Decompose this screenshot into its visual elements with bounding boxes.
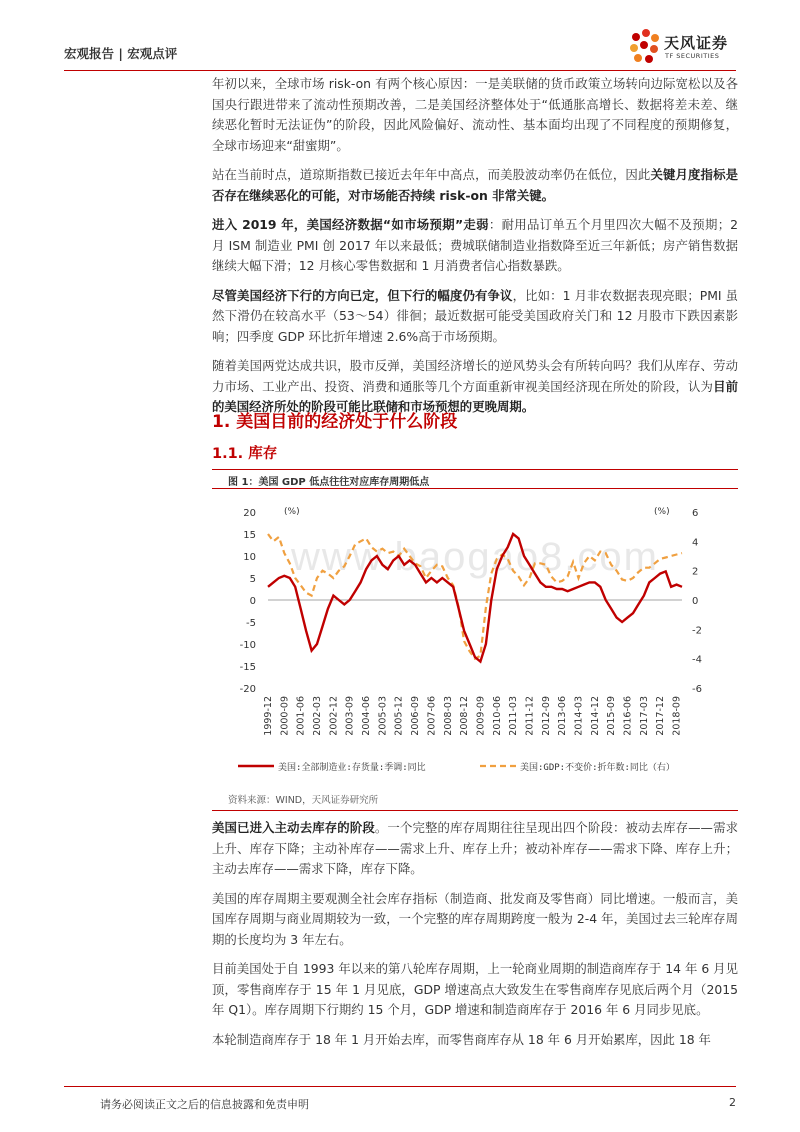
right-axis-tick-label: 4 — [692, 537, 699, 549]
company-logo — [628, 28, 738, 68]
page-number: 2 — [729, 1096, 736, 1109]
x-axis-tick-label: 2017-03 — [638, 696, 650, 736]
report-category: 宏观报告 | 宏观点评 — [64, 46, 178, 61]
section-heading: 1. 美国目前的经济处于什么阶段 — [212, 412, 458, 432]
intro-paragraph-3 — [212, 215, 738, 277]
x-axis-tick-label: 2005-12 — [393, 696, 405, 736]
x-axis-tick-label: 2014-03 — [573, 696, 585, 736]
x-axis-tick-label: 2018-09 — [671, 696, 683, 736]
chart-legend — [238, 761, 675, 773]
right-axis-tick-label: 0 — [692, 596, 699, 607]
body-paragraph-4: 本轮制造商库存于 18 年 1 月开始去库，而零售商库存从 18 年 6 月开始累库，因此 18 年 — [212, 1031, 711, 1047]
intro-section — [212, 74, 738, 418]
legend-label-inventory: 美国:全部制造业:存货量:季调:同比 — [278, 763, 426, 773]
left-axis-tick-label: 10 — [243, 552, 256, 563]
x-axis-tick-label: 2012-09 — [540, 696, 552, 736]
left-axis-tick-label: -15 — [239, 662, 256, 673]
right-axis-tick-label: 6 — [692, 508, 699, 519]
header-divider — [64, 70, 736, 71]
intro-paragraph-2 — [212, 165, 738, 206]
x-axis-tick-label: 2017-12 — [655, 696, 667, 736]
paragraph-text: 。一个完整的库存周期往往呈现出四个阶段：被动去库存——需求上升、库存下降；主动补库存——需求上升、库存上升；被动补库存——需求下降、库存上升；主动去库存——需求下降，库存下降。 — [212, 820, 739, 876]
x-axis-tick-label: 2004-06 — [361, 696, 373, 736]
figure-top-rule — [212, 469, 738, 470]
x-axis-tick-label: 2009-09 — [475, 696, 487, 736]
right-axis-unit: (%) — [654, 507, 670, 517]
body-section — [212, 818, 738, 1050]
paragraph-text: 站在当前时点，道琼斯指数已接近去年年中高点，而美股波动率仍在低位，因此 — [212, 167, 651, 182]
left-axis-tick-label: 0 — [249, 596, 256, 607]
figure-title-rule — [212, 488, 738, 489]
figure-bottom-rule — [212, 810, 738, 811]
logo-text-cn: 天风证券 — [664, 34, 729, 52]
paragraph-text: ：耐用品订单五个月里四次大幅不及预期；2 月 ISM 制造业 PMI 创 2017 年以来最低；费城联储制造业指数降至近三年新低；房产销售数据继续大幅下滑；12 月核心零售数据和 1 月消费者信心指数暴跌。 — [212, 217, 738, 273]
right-axis-ticks — [692, 508, 702, 695]
x-axis-tick-label: 2003-09 — [344, 696, 356, 736]
x-axis-tick-label: 2000-09 — [279, 696, 291, 736]
x-axis-tick-label: 2016-06 — [622, 696, 634, 736]
watermark-text: www.baogao8.com — [291, 535, 659, 579]
paragraph-text: ，比如：1 月非农数据表现亮眼；PMI 虽然下滑仍在较高水平（53～54）徘徊；最近数据可能受美国政府关门和 12 月股市下跌因素影响；四季度 GDP 环比折年增速 2.6%高于市场预期。 — [212, 287, 739, 344]
right-axis-tick-label: -2 — [692, 625, 702, 637]
x-axis-tick-label: 2002-12 — [328, 696, 340, 736]
paragraph-emphasis: 关键月度指标是否存在继续恶化的可能，对市场能否持续 risk-on 非常关键。 — [212, 167, 739, 203]
left-axis-tick-label: 15 — [243, 530, 256, 541]
inventory-gdp-chart — [212, 490, 738, 790]
footer-divider — [64, 1086, 736, 1087]
x-axis-tick-label: 2010-06 — [491, 696, 503, 736]
paragraph-emphasis: 美国已进入主动去库存的阶段 — [212, 820, 375, 835]
left-axis-tick-label: -10 — [239, 640, 256, 651]
left-axis-tick-label: 20 — [243, 508, 256, 519]
body-paragraph-2: 美国的库存周期主要观测全社会库存指标（制造商、批发商及零售商）同比增速。一般而言，美国库存周期与商业周期较为一致，一个完整的库存周期跨度一般为 2-4 年，美国过去三轮库存周期的长度均为 3 年左右。 — [212, 890, 738, 947]
x-axis-tick-label: 2011-03 — [508, 696, 520, 736]
intro-paragraph-1: 年初以来，全球市场 risk-on 有两个核心原因：一是美联储的货币政策立场转向边际宽松以及各国央行跟进带来了流动性预期改善，二是美国经济整体处于“低通胀高增长、数据将差未差、继续恶化暂时无法证伪”的阶段，因此风险偏好、流动性、基本面均出现了不同程度的预期修复，全球市场迎来“甜蜜期”。 — [212, 76, 738, 153]
x-axis-tick-label: 2007-06 — [426, 696, 438, 736]
x-axis-tick-label: 1999-12 — [263, 696, 274, 736]
body-paragraph-1 — [212, 818, 738, 880]
paragraph-text: 随着美国两党达成共识，股市反弹，美国经济增长的逆风势头会有所转向吗？我们从库存、劳动力市场、工业产出、投资、消费和通胀等几个方面重新审视美国经济现在所处的阶段，认为 — [212, 358, 738, 394]
left-axis-ticks — [240, 508, 256, 695]
right-axis-tick-label: -4 — [692, 654, 702, 666]
intro-paragraph-4 — [212, 286, 738, 348]
x-axis-tick-label: 2001-06 — [295, 696, 307, 736]
paragraph-emphasis: 尽管美国经济下行的方向已定，但下行的幅度仍有争议 — [212, 287, 513, 303]
x-axis-tick-label: 2015-09 — [606, 696, 618, 736]
legend-label-gdp: 美国:GDP:不变价:折年数:同比（右） — [520, 763, 675, 773]
left-axis-tick-label: -5 — [246, 618, 256, 629]
paragraph-emphasis: 目前的美国经济所处的阶段可能比联储和市场预想的更晚周期。 — [212, 378, 739, 414]
x-axis-tick-label: 2002-03 — [312, 696, 324, 736]
x-axis-tick-label: 2011-12 — [524, 696, 536, 736]
tf-logo-icon — [628, 28, 662, 66]
x-axis-tick-label: 2013-06 — [557, 696, 569, 736]
paragraph-emphasis: 进入 2019 年，美国经济数据“如市场预期”走弱 — [212, 217, 489, 232]
figure-title: 图 1：美国 GDP 低点往往对应库存周期低点 — [228, 477, 430, 488]
right-axis-tick-label: 2 — [692, 566, 699, 578]
left-axis-tick-label: 5 — [249, 574, 256, 585]
x-axis-tick-label: 2014-12 — [589, 696, 601, 736]
x-axis-tick-label: 2005-03 — [377, 696, 389, 736]
subsection-heading: 1.1. 库存 — [212, 446, 278, 462]
x-axis-tick-label: 2008-03 — [442, 696, 454, 736]
left-axis-unit: (%) — [284, 507, 300, 517]
right-axis-tick-label: -6 — [692, 684, 702, 695]
figure-source: 资料来源：WIND，天风证券研究所 — [228, 795, 379, 806]
x-axis-tick-label: 2006-09 — [410, 696, 422, 736]
footer-disclaimer: 请务必阅读正文之后的信息披露和免责申明 — [100, 1098, 309, 1111]
x-axis-tick-label: 2008-12 — [459, 696, 471, 736]
left-axis-tick-label: -20 — [239, 684, 256, 695]
logo-text-en: TF SECURITIES — [665, 52, 720, 60]
x-axis-ticks — [263, 696, 683, 736]
body-paragraph-3: 目前美国处于自 1993 年以来的第八轮库存周期，上一轮商业周期的制造商库存于 14 年 6 月见顶，零售商库存于 15 年 1 月见底，GDP 增速高点大致发生在零售商库存见底后两个月（2015 年 Q1）。库存周期下行期约 15 个月，GDP 增速和制造商库存于 2016 年 6 月同步见底。 — [212, 961, 738, 1017]
